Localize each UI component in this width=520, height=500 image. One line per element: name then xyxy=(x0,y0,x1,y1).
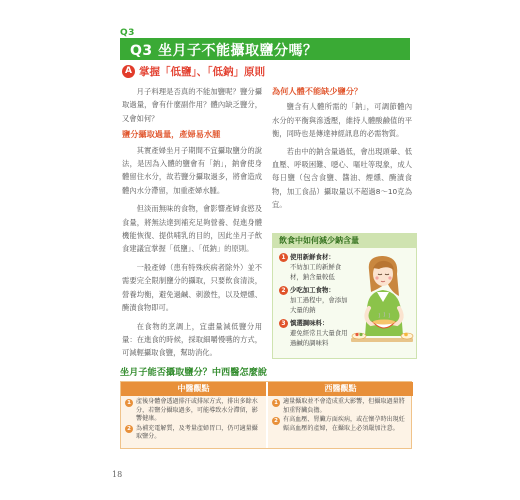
tip-item xyxy=(279,252,351,282)
table-row xyxy=(125,398,263,424)
comparison-title: 坐月子能否攝取鹽分？中西醫怎麼說 xyxy=(120,367,267,378)
row-number: 2 xyxy=(125,425,133,433)
row-number: 1 xyxy=(125,399,133,407)
intro-paragraph: 月子料理是否真的不能加鹽呢？鹽分攝取過量，會有什麼副作用？體內缺乏鹽分，又會如何？ xyxy=(122,87,262,123)
row-text: 適量攝取並不會造成重大影響，但攝取過量將加重腎臟負擔。 xyxy=(283,398,405,414)
tip-box xyxy=(272,233,417,359)
comparison-table xyxy=(120,381,412,449)
page-number: 18 xyxy=(112,470,123,479)
tip-number-2: 2 xyxy=(279,286,288,295)
row-text: 有高血壓、腎臟方面疾病，或在懷孕時出現妊娠高血壓的產婦，在攝取上必須嚴加注意。 xyxy=(283,416,405,432)
western-cell xyxy=(272,398,410,434)
tip-title: 慎選調味料： xyxy=(290,319,329,327)
section-heading-right: 為何人體不能缺少鹽分？ xyxy=(272,86,363,96)
tip-number-1: 1 xyxy=(279,253,288,262)
table-row xyxy=(272,398,410,415)
right-column xyxy=(272,85,412,212)
answer-badge: A xyxy=(122,65,135,78)
row-number: 2 xyxy=(272,417,280,425)
paragraph-1: 其實產婦坐月子期間不宜攝取鹽分的說法，是因為入體的鹽會有「鈉」，鈉會使身體留住水分，故若鹽分攝取過多，將會造成體內水分滯留，加重產婦水腫。 xyxy=(122,145,262,195)
row-number: 1 xyxy=(272,399,280,407)
tip-text: 避免經常且大量食用過鹹的調味料 xyxy=(290,329,348,347)
right-paragraph-2: 若由中的鈉含量過低，會出現頭暈、低血壓、呼吸困難、噁心、嘔吐等現象，成人每日鹽（包含食鹽、醬油、煙燻、醃漬食物，加工食品）攝取量以不超過8～10克為宜。 xyxy=(272,146,412,210)
table-divider xyxy=(266,382,268,448)
left-column xyxy=(122,85,262,360)
tcm-cell xyxy=(125,398,263,443)
tip-item xyxy=(279,318,351,348)
row-text: 產後身體會透過排汗或排尿方式，排出多餘水分，若鹽分攝取過多，可能導致水分滯留，影響健康。 xyxy=(136,398,258,423)
subtitle-text: 掌握「低鹽」、「低鈉」原則 xyxy=(139,65,265,78)
tip-text: 加工過程中，會添加大量的鈉 xyxy=(290,296,348,314)
question-label: Q3 xyxy=(120,28,135,38)
page-title: Q3 坐月子不能攝取鹽分嗎？ xyxy=(130,43,318,59)
section-heading-left: 鹽分攝取過量，產婦易水腫 xyxy=(122,129,221,140)
right-paragraph-1: 鹽含有人體所需的「鈉」，可調節體內水分的平衡與滲透壓，維持人體酸鹼值的平衡，同時也是傳達神經訊息的必需物質。 xyxy=(272,102,412,139)
table-row xyxy=(125,425,263,442)
row-text: 為補充電解質，及考量產婦胃口，仍可適量攝取鹽分。 xyxy=(136,424,258,441)
title-bar xyxy=(120,38,410,60)
woman-with-soup-illustration xyxy=(347,252,415,356)
paragraph-4: 在食物的烹調上，宜盡量減低鹽分用量：在進食的時候，採取細嚼慢嚥的方式，可減輕攝取食鹽，幫助消化。 xyxy=(122,321,262,358)
tip-box-heading: 飲食中如何減少鈉含量 xyxy=(273,234,416,248)
paragraph-2: 但淡而無味的食物，會影響產婦食慾及食量，將無法達到補充足夠營養、促進身體機能恢復、提供哺乳的目的，因此坐月子飲食建議宜掌握「低鹽」、「低鈉」的原則。 xyxy=(122,204,262,254)
subtitle xyxy=(122,64,265,78)
paragraph-3: 一般產婦（患有特殊疾病者除外）並不需要完全限制鹽分的攝取，只要飲食清淡，營養均衡，避免過鹹、刺激性，以及煙燻、醃漬食物即可。 xyxy=(122,262,262,313)
tip-number-3: 3 xyxy=(279,319,288,328)
tcm-header: 中醫觀點 xyxy=(121,382,266,396)
tip-text: 不妨加工的新鮮食材，鈉含量較低 xyxy=(290,263,342,281)
western-header: 西醫觀點 xyxy=(268,382,413,396)
tip-title: 少吃加工食物： xyxy=(290,286,335,294)
table-row xyxy=(272,416,410,433)
tip-title: 使用新鮮食材： xyxy=(290,253,335,261)
tip-item xyxy=(279,285,351,315)
